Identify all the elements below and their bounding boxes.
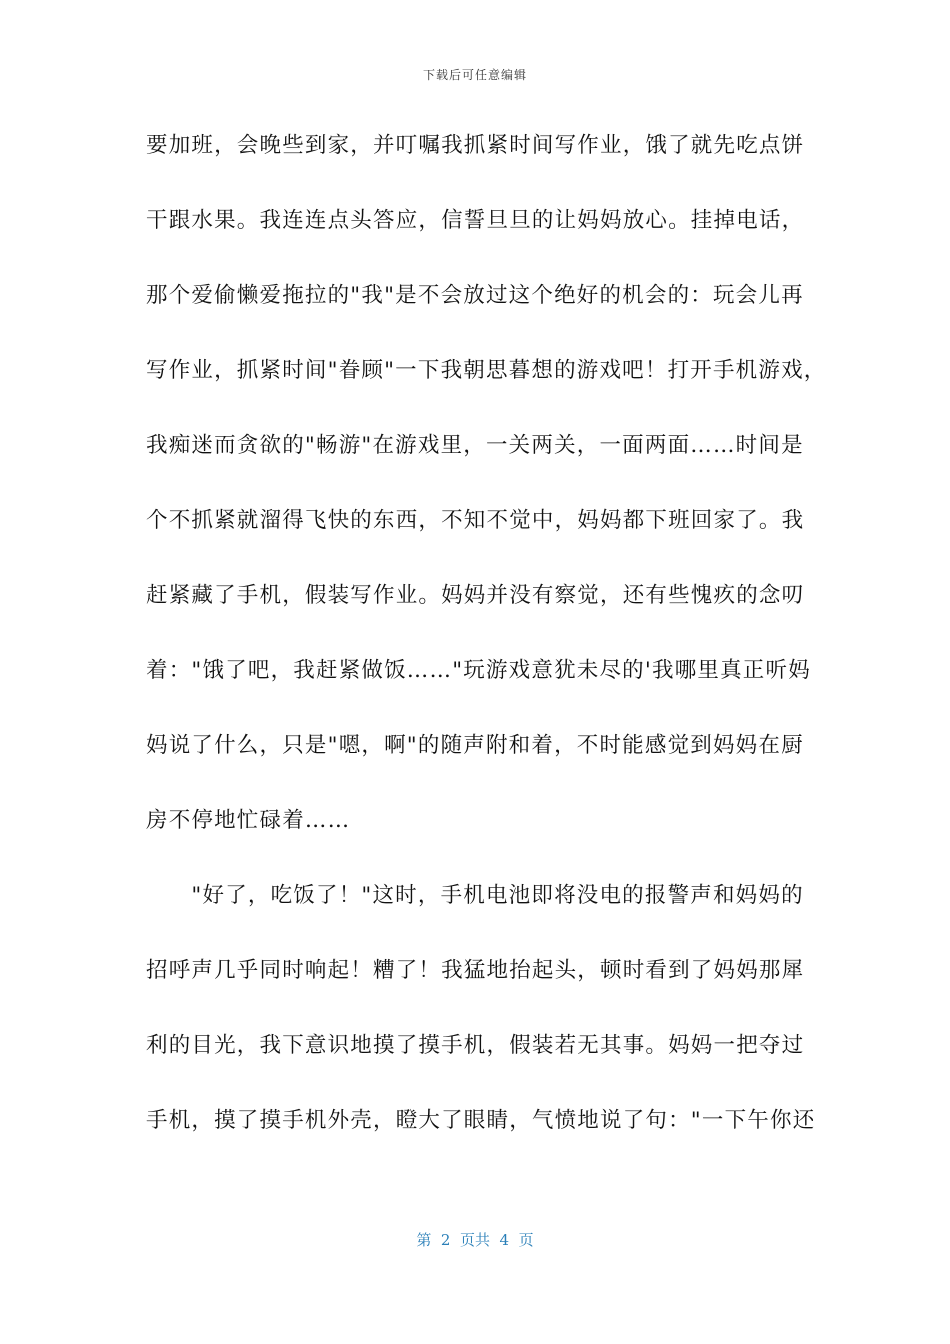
text-line: 招呼声几乎同时响起！糟了！我猛地抬起头，顿时看到了妈妈那犀 [146, 958, 805, 983]
text-line: 要加班，会晚些到家，并叮嘱我抓紧时间写作业，饿了就先吃点饼 [146, 133, 805, 158]
text-line: 妈说了什么，只是"嗯，啊"的随声附和着，不时能感觉到妈妈在厨 [146, 733, 804, 758]
page-number-footer: 第 2 页共 4 页 [416, 1231, 534, 1249]
text-line: 个不抓紧就溜得飞快的东西，不知不觉中，妈妈都下班回家了。我 [146, 508, 805, 533]
document-body [146, 128, 827, 1178]
text-line: 赶紧藏了手机，假装写作业。妈妈并没有察觉，还有些愧疚的念叨 [146, 583, 805, 608]
text-line: 那个爱偷懒爱拖拉的"我"是不会放过这个绝好的机会的：玩会儿再 [146, 283, 804, 308]
text-line: 干跟水果。我连连点头答应，信誓旦旦的让妈妈放心。挂掉电话， [146, 208, 805, 233]
text-line: 着："饿了吧，我赶紧做饭……"玩游戏意犹未尽的'我哪里真正听妈 [146, 658, 811, 683]
text-line: 写作业，抓紧时间"眷顾"一下我朝思暮想的游戏吧！打开手机游戏， [146, 358, 827, 383]
page-header: 下载后可任意编辑 [422, 68, 527, 82]
text-line: 我痴迷而贪欲的"畅游"在游戏里，一关两关，一面两面……时间是 [146, 433, 804, 458]
text-line: "好了，吃饭了！"这时，手机电池即将没电的报警声和妈妈的 [146, 883, 804, 908]
text-line: 房不停地忙碌着…… [146, 808, 351, 833]
text-line: 手机，摸了摸手机外壳，瞪大了眼睛，气愤地说了句："一下午你还 [146, 1108, 816, 1133]
text-line: 利的目光，我下意识地摸了摸手机，假装若无其事。妈妈一把夺过 [146, 1033, 805, 1058]
